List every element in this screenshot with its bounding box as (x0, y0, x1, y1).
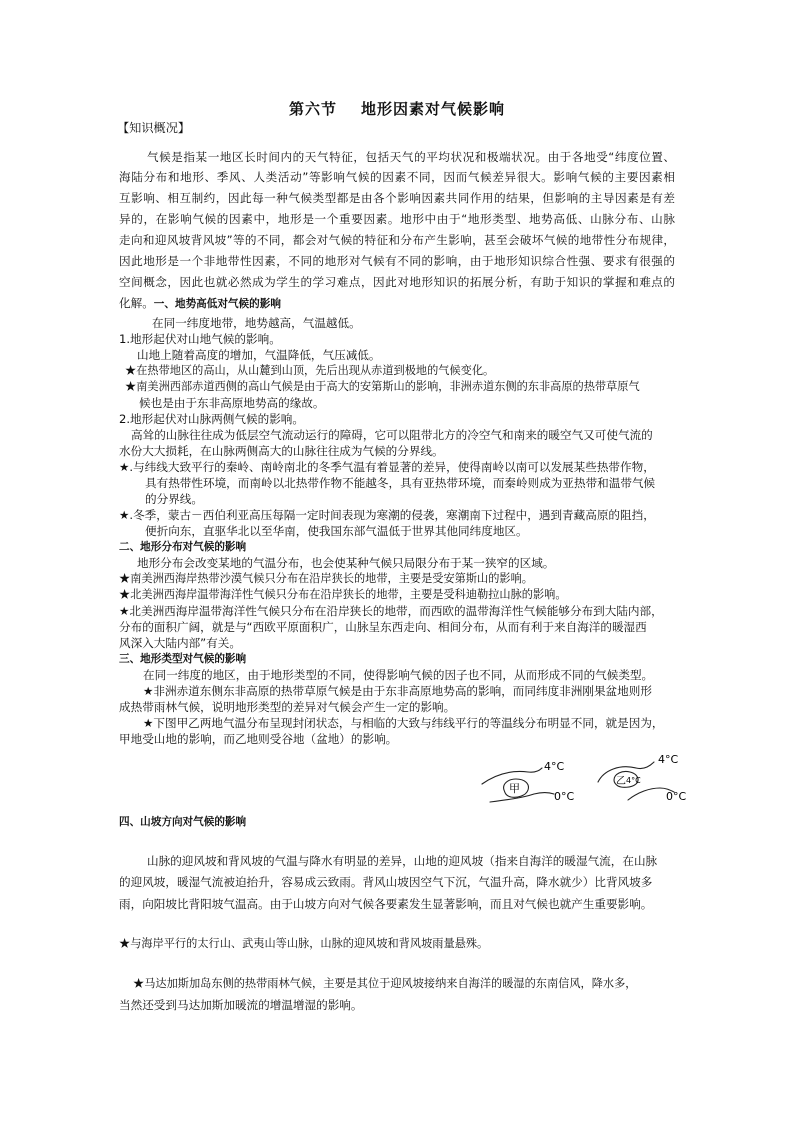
section-4-text: 的迎风坡，暖湿气流被迫抬升，容易成云致雨。背风山坡因空气下沉，气温升高，降水就少）比背风坡多 (119, 875, 653, 889)
title-section-number: 第六节 (288, 100, 337, 118)
jia-top-temp: 4°C (544, 760, 565, 773)
section-3-star-item: ★下图甲乙两地气温分布呈现封闭状态，与相临的大致与纬线平行的等温线分布明显不同，就是因为， (143, 716, 664, 730)
section-1-text: 水份大大损耗，在山脉两侧高大的山脉往往成为气候的分界线。 (119, 444, 444, 458)
jia-bottom-temp: 0°C (554, 790, 575, 803)
intro-last-text: 化解。 (119, 296, 154, 310)
intro-line: 因此地形是一个非地带性因素，不同的地形对气候有不同的影响，由于地形知识综合性强、要求有很强的 (119, 254, 675, 268)
intro-line: 空间概念，因此也就必然成为学生的学习难点，因此对地形知识的拓展分析，有助于知识的掌握和难点的 (119, 275, 675, 289)
section-1-star-item-cont: 具有热带性环境，而南岭以北热带作物不能越冬，具有亚热带环境，而秦岭则成为亚热带和温带气候 (145, 476, 656, 490)
section-4-star-item-cont: 当然还受到马达加斯加暖流的增温增湿的影响。 (119, 998, 363, 1012)
yi-top-temp: 4°C (658, 753, 679, 766)
section-2-star-item-cont: 风深入大陆内部”有关。 (119, 636, 241, 650)
section-1-subheading: 2.地形起伏对山脉两侧气候的影响。 (119, 412, 304, 426)
section-1-heading: 一、地势高低对气候的影响 (153, 298, 281, 310)
section-2-star-item: ★北美洲西海岸温带海洋性气候只分布在沿岸狭长的地带，主要是受科迪勒拉山脉的影响。 (119, 588, 567, 601)
section-1-star-item-cont: 的分界线。 (145, 492, 203, 506)
jia-isotherm-0c (490, 793, 554, 803)
section-1-text: 高耸的山脉往往成为低层空气流动运行的障碍，它可以阻带北方的冷空气和南来的暖空气又可使气流的 (131, 428, 653, 442)
section-4-text: 山脉的迎风坡和背风坡的气温与降水有明显的差异，山地的迎风坡（指来自海洋的暖湿气流，在山脉 (147, 854, 658, 868)
knowledge-heading: 【知识概况】 (117, 121, 191, 135)
intro-line: 互影响、相互制约，因此每一种气候类型都是由各个影响因素共同作用的结果，但影响的主导因素是有差 (119, 191, 675, 205)
section-3-star-item: ★非洲赤道东侧东非高原的热带草原气候是由于东非高原地势高的影响，而同纬度非洲刚果盆地则形 (143, 684, 652, 698)
yi-bottom-temp: 0°C (666, 790, 687, 803)
section-1-lead: 在同一纬度地带，地势越高，气温越低。 (152, 316, 361, 330)
yi-inner-temp: 4°C (626, 776, 641, 785)
section-1-star-item-cont: 便折向东，直驱华北以至华南，使我国东部气温低于世界其他同纬度地区。 (145, 524, 528, 538)
section-1-star-item: ★.与纬线大致平行的秦岭、南岭南北的冬季气温有着显著的差异，使得南岭以南可以发展某些热带作物， (119, 460, 655, 474)
section-2-star-item: ★南美洲西海岸热带沙漠气候只分布在沿岸狭长的地带，主要是受安第斯山的影响。 (119, 572, 533, 585)
section-1-subheading: 1.地形起伏对山地气候的影响。 (119, 332, 281, 346)
section-2-star-item-cont: 分布的面积广阔，就是与“西欧平原面积广，山脉呈东西走向、相间分布，从而有利于来自海洋的暖湿西 (119, 620, 647, 634)
section-4-heading: 四、山坡方向对气候的影响 (119, 816, 247, 828)
intro-line: 异的，在影响气候的因素中，地形是一个重要因素。地形中由于“地形类型、地势高低、山脉分布、山脉 (119, 212, 675, 226)
section-4-text: 雨，向阳坡比背阳坡气温高。由于山坡方向对气候各要素发生显著影响，而且对气候也就产生重要影响。 (119, 897, 653, 911)
section-1-star-item: ★南美洲西部赤道西侧的高山气候是由于高大的安第斯山的影响，非洲赤道东侧的东非高原的热带草原气 (125, 380, 640, 393)
section-2-heading: 二、地形分布对气候的影响 (119, 541, 247, 553)
section-3-star-item-cont: 甲地受山地的影响，而乙地则受谷地（盆地）的影响。 (119, 732, 398, 746)
section-2-lead: 地形分布会改变某地的气温分布，也会使某种气候只局限分布于某一狭窄的区域。 (137, 556, 555, 570)
section-4-star-item: ★马达加斯加岛东侧的热带雨林气候，主要是其位于迎风坡接纳来自海洋的暖湿的东南信风，降水多， (133, 977, 637, 990)
section-1-text: 山地上随着高度的增加，气温降低，气压减低。 (137, 348, 381, 362)
jia-label: 甲 (509, 782, 520, 795)
intro-line: 海陆分布和地形、季风、人类活动”等影响气候的因素不同，因而气候差异很大。影响气候的主要因素相 (119, 170, 675, 184)
title-text: 地形因素对气候影响 (361, 100, 506, 118)
yi-label: 乙 (616, 776, 626, 787)
intro-line: 气候是指某一地区长时间内的天气特征，包括天气的平均状况和极端状况。由于各地受“纬度位置、 (147, 150, 675, 164)
section-3-lead: 在同一纬度的地区，由于地形类型的不同，使得影响气候的因子也不同，从而形成不同的气候类型。 (143, 668, 654, 682)
section-3-heading: 三、地形类型对气候的影响 (119, 653, 247, 665)
isotherm-sketch (478, 748, 690, 810)
section-1-star-item-cont: 候也是由于东非高原地势高的缘故。 (139, 396, 325, 410)
section-4-star-item: ★与海岸平行的太行山、武夷山等山脉，山脉的迎风坡和背风坡雨量悬殊。 (119, 937, 489, 950)
intro-line (119, 296, 281, 311)
section-1-star-item: ★.冬季，蒙古－西伯利亚高压每隔一定时间表现为寒潮的侵袭，寒潮南下过程中，遇到青藏高原的阻挡， (119, 508, 655, 522)
section-1-star-item: ★在热带地区的高山，从山麓到山顶，先后出现从赤道到极地的气候变化。 (125, 364, 495, 377)
intro-line: 走向和迎风坡背风坡”等的不同，都会对气候的特征和分布产生影响，甚至会破坏气候的地带性分布规律， (119, 233, 675, 247)
section-2-star-item: ★北美洲西海岸温带海洋性气候只分布在沿岸狭长的地带，而西欧的温带海洋性气候能够分布到大陆内部， (119, 604, 663, 618)
page-title (0, 98, 794, 119)
section-3-star-item-cont: 成热带雨林气候，说明地形类型的差异对气候会产生一定的影响。 (119, 700, 456, 714)
